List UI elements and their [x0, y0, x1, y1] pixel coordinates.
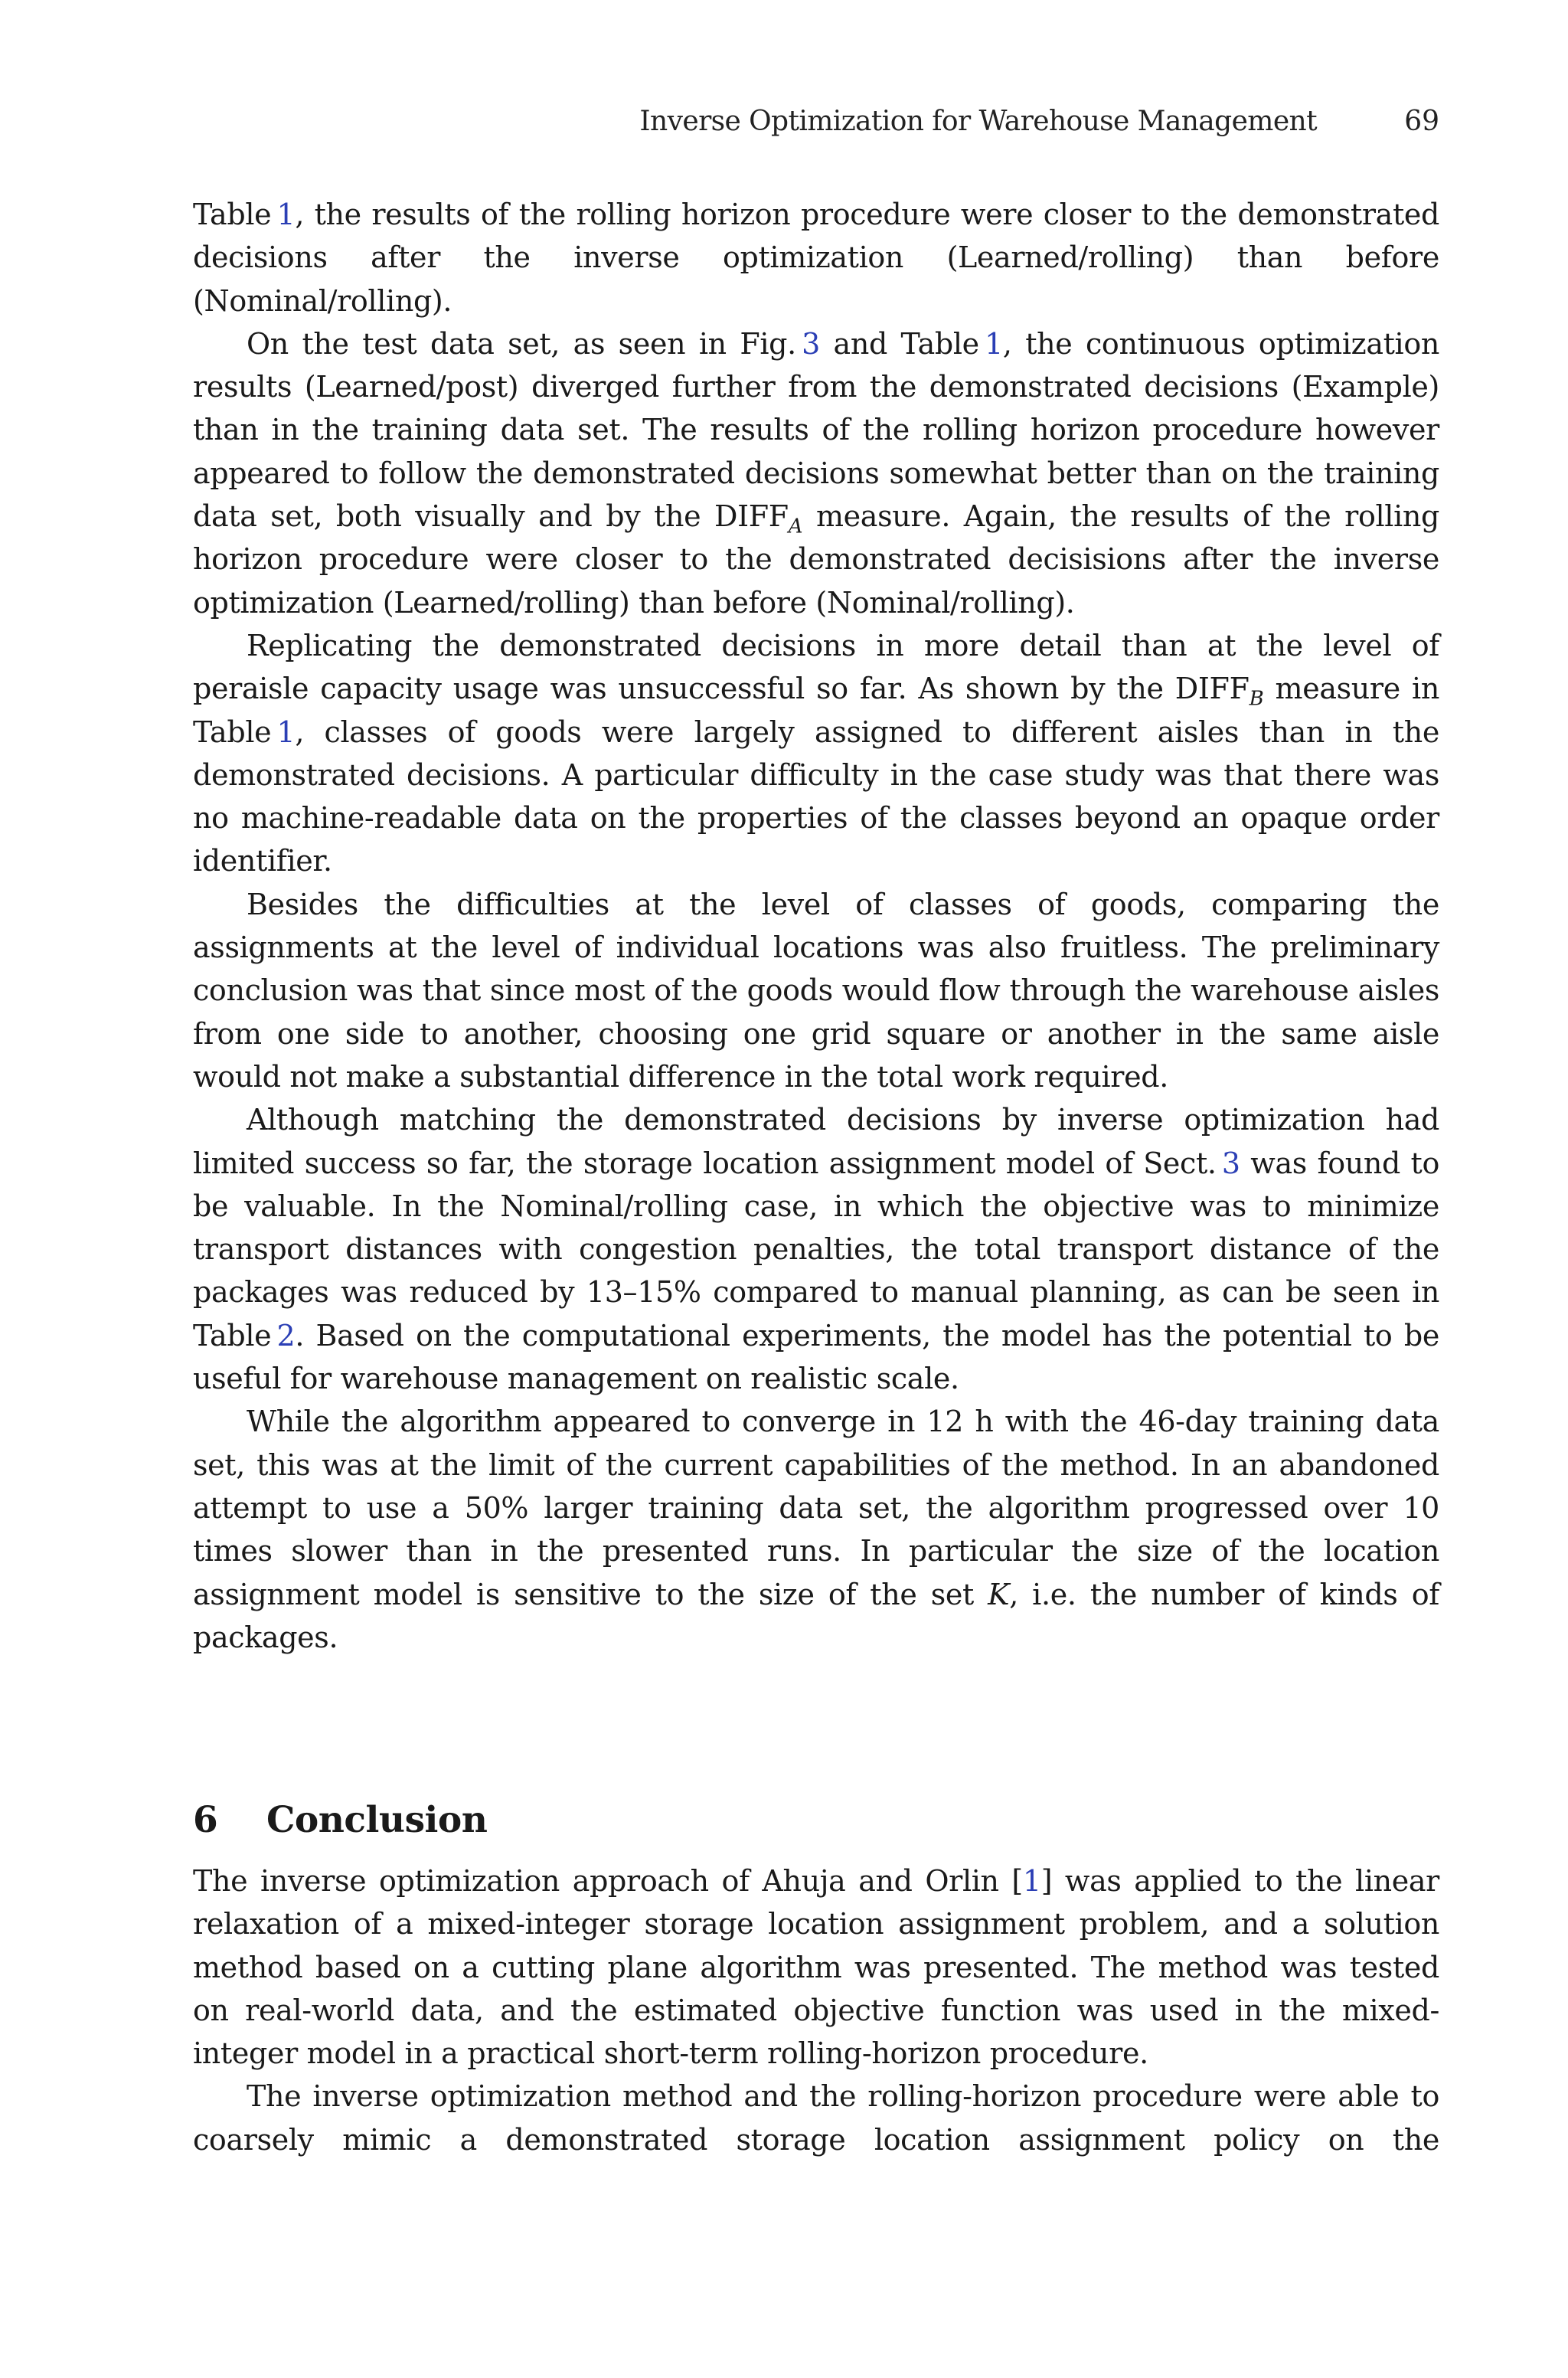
paragraph-2 — [193, 322, 1439, 624]
text-run: , i.e. the number of kinds of packages. — [193, 1577, 1440, 1654]
subscript: B — [1249, 687, 1264, 711]
page-number: 69 — [1404, 106, 1439, 137]
text-run: , classes of goods were largely assigned to different aisles than in the demonstrated decisions. A particular difficulty in the case study was that there was no machine-readable data on the properties of the classes beyond an opaque order identifier. — [193, 715, 1439, 878]
citation-ref-link[interactable]: 1 — [1022, 1864, 1041, 1898]
text-run: Although matching the demonstrated decisions by inverse optimization had limited success so far, the storage location assignment model of Sect. — [193, 1103, 1439, 1180]
subscript: A — [788, 515, 803, 538]
text-run: , the continuous optimization results (Learned/post) diverged further from the demonstrated decisions (Example) than in the training data set. The results of the rolling horizon procedure however appeared to follow the demonstrated decisions somewhat better than on the training data set, both visually and by the DIFF — [193, 326, 1439, 534]
conclusion-paragraph-1 — [193, 1860, 1439, 2075]
body-text — [193, 193, 1439, 1659]
paragraph-6 — [193, 1400, 1439, 1659]
paragraph-4: Besides the difficulties at the level of classes of goods, comparing the assignments at the level of individual locations was also fruitless. The preliminary conclusion was that since most of the goods would flow through the warehouse aisles from one side to another, choosing one grid square or another in the same aisle would not make a substantial difference in the total work required. — [193, 887, 1439, 1094]
text-run: measure in Table — [193, 672, 1439, 749]
text-run: The inverse optimization approach of Ahuja and Orlin [ — [193, 1864, 1023, 1898]
running-head — [193, 106, 1439, 149]
conclusion-text — [193, 1860, 1439, 2161]
text-run: , the results of the rolling horizon procedure were closer to the demonstrated decisions after the inverse optimization (Learned/rolling) than before (Nominal/rolling). — [193, 198, 1439, 318]
section-heading — [193, 1797, 487, 1843]
text-run: measure. Again, the results of the rolling horizon procedure were closer to the demonstrated decisisions after the inverse optimization (Learned/rolling) than before (Nominal/rolling). — [193, 499, 1439, 620]
figure-ref-link[interactable]: 3 — [802, 326, 820, 361]
text-run: On the test data set, as seen in Fig. — [247, 326, 796, 361]
text-run: . Based on the computational experiments, the model has the potential to be useful for warehouse management on realistic scale. — [193, 1318, 1439, 1396]
running-head-title: Inverse Optimization for Warehouse Management — [639, 106, 1317, 137]
section-title: Conclusion — [266, 1799, 488, 1841]
text-run: and Table — [819, 326, 979, 361]
text-run: While the algorithm appeared to converge in 12 h with the 46-day training data set, this was at the limit of the current capabilities of the method. In an abandoned attempt to use a 50% larger training data set, the algorithm progressed over 10 times slower than in the presented runs. In particular the size of the location assignment model is sensitive to the size of the set — [193, 1405, 1439, 1611]
section-number: 6 — [193, 1799, 218, 1841]
text-run: ] was applied to the linear relaxation of a mixed-integer storage location assignment problem, and a solution method based on a cutting plane algorithm was presented. The method was tested on real-world data, and the estimated objective function was used in the mixed-integer model in a practical short-term rolling-horizon procedure. — [193, 1864, 1439, 2071]
paragraph-5 — [193, 1098, 1439, 1400]
table-ref-link[interactable]: 1 — [276, 198, 296, 231]
text-run: Table — [193, 198, 272, 231]
math-variable: K — [988, 1577, 1010, 1611]
table-ref-link[interactable]: 1 — [276, 715, 296, 749]
table-ref-link[interactable]: 2 — [276, 1318, 296, 1353]
paragraph-1 — [193, 193, 1439, 322]
table-ref-link[interactable]: 1 — [985, 326, 1003, 361]
conclusion-paragraph-2: The inverse optimization method and the rolling-horizon procedure were able to coarsely mimic a demonstrated storage location assignment policy on the — [193, 2079, 1439, 2157]
paragraph-3 — [193, 624, 1439, 883]
section-ref-link[interactable]: 3 — [1221, 1146, 1240, 1180]
text-run: was found to be valuable. In the Nominal/rolling case, in which the objective was to minimize transport distances with congestion penalties, the total transport distance of the packages was reduced by 13–15% compared to manual planning, as can be seen in Table — [193, 1146, 1439, 1353]
text-run: Replicating the demonstrated decisions in more detail than at the level of peraisle capacity usage was unsuccessful so far. As shown by the DIFF — [193, 628, 1439, 706]
